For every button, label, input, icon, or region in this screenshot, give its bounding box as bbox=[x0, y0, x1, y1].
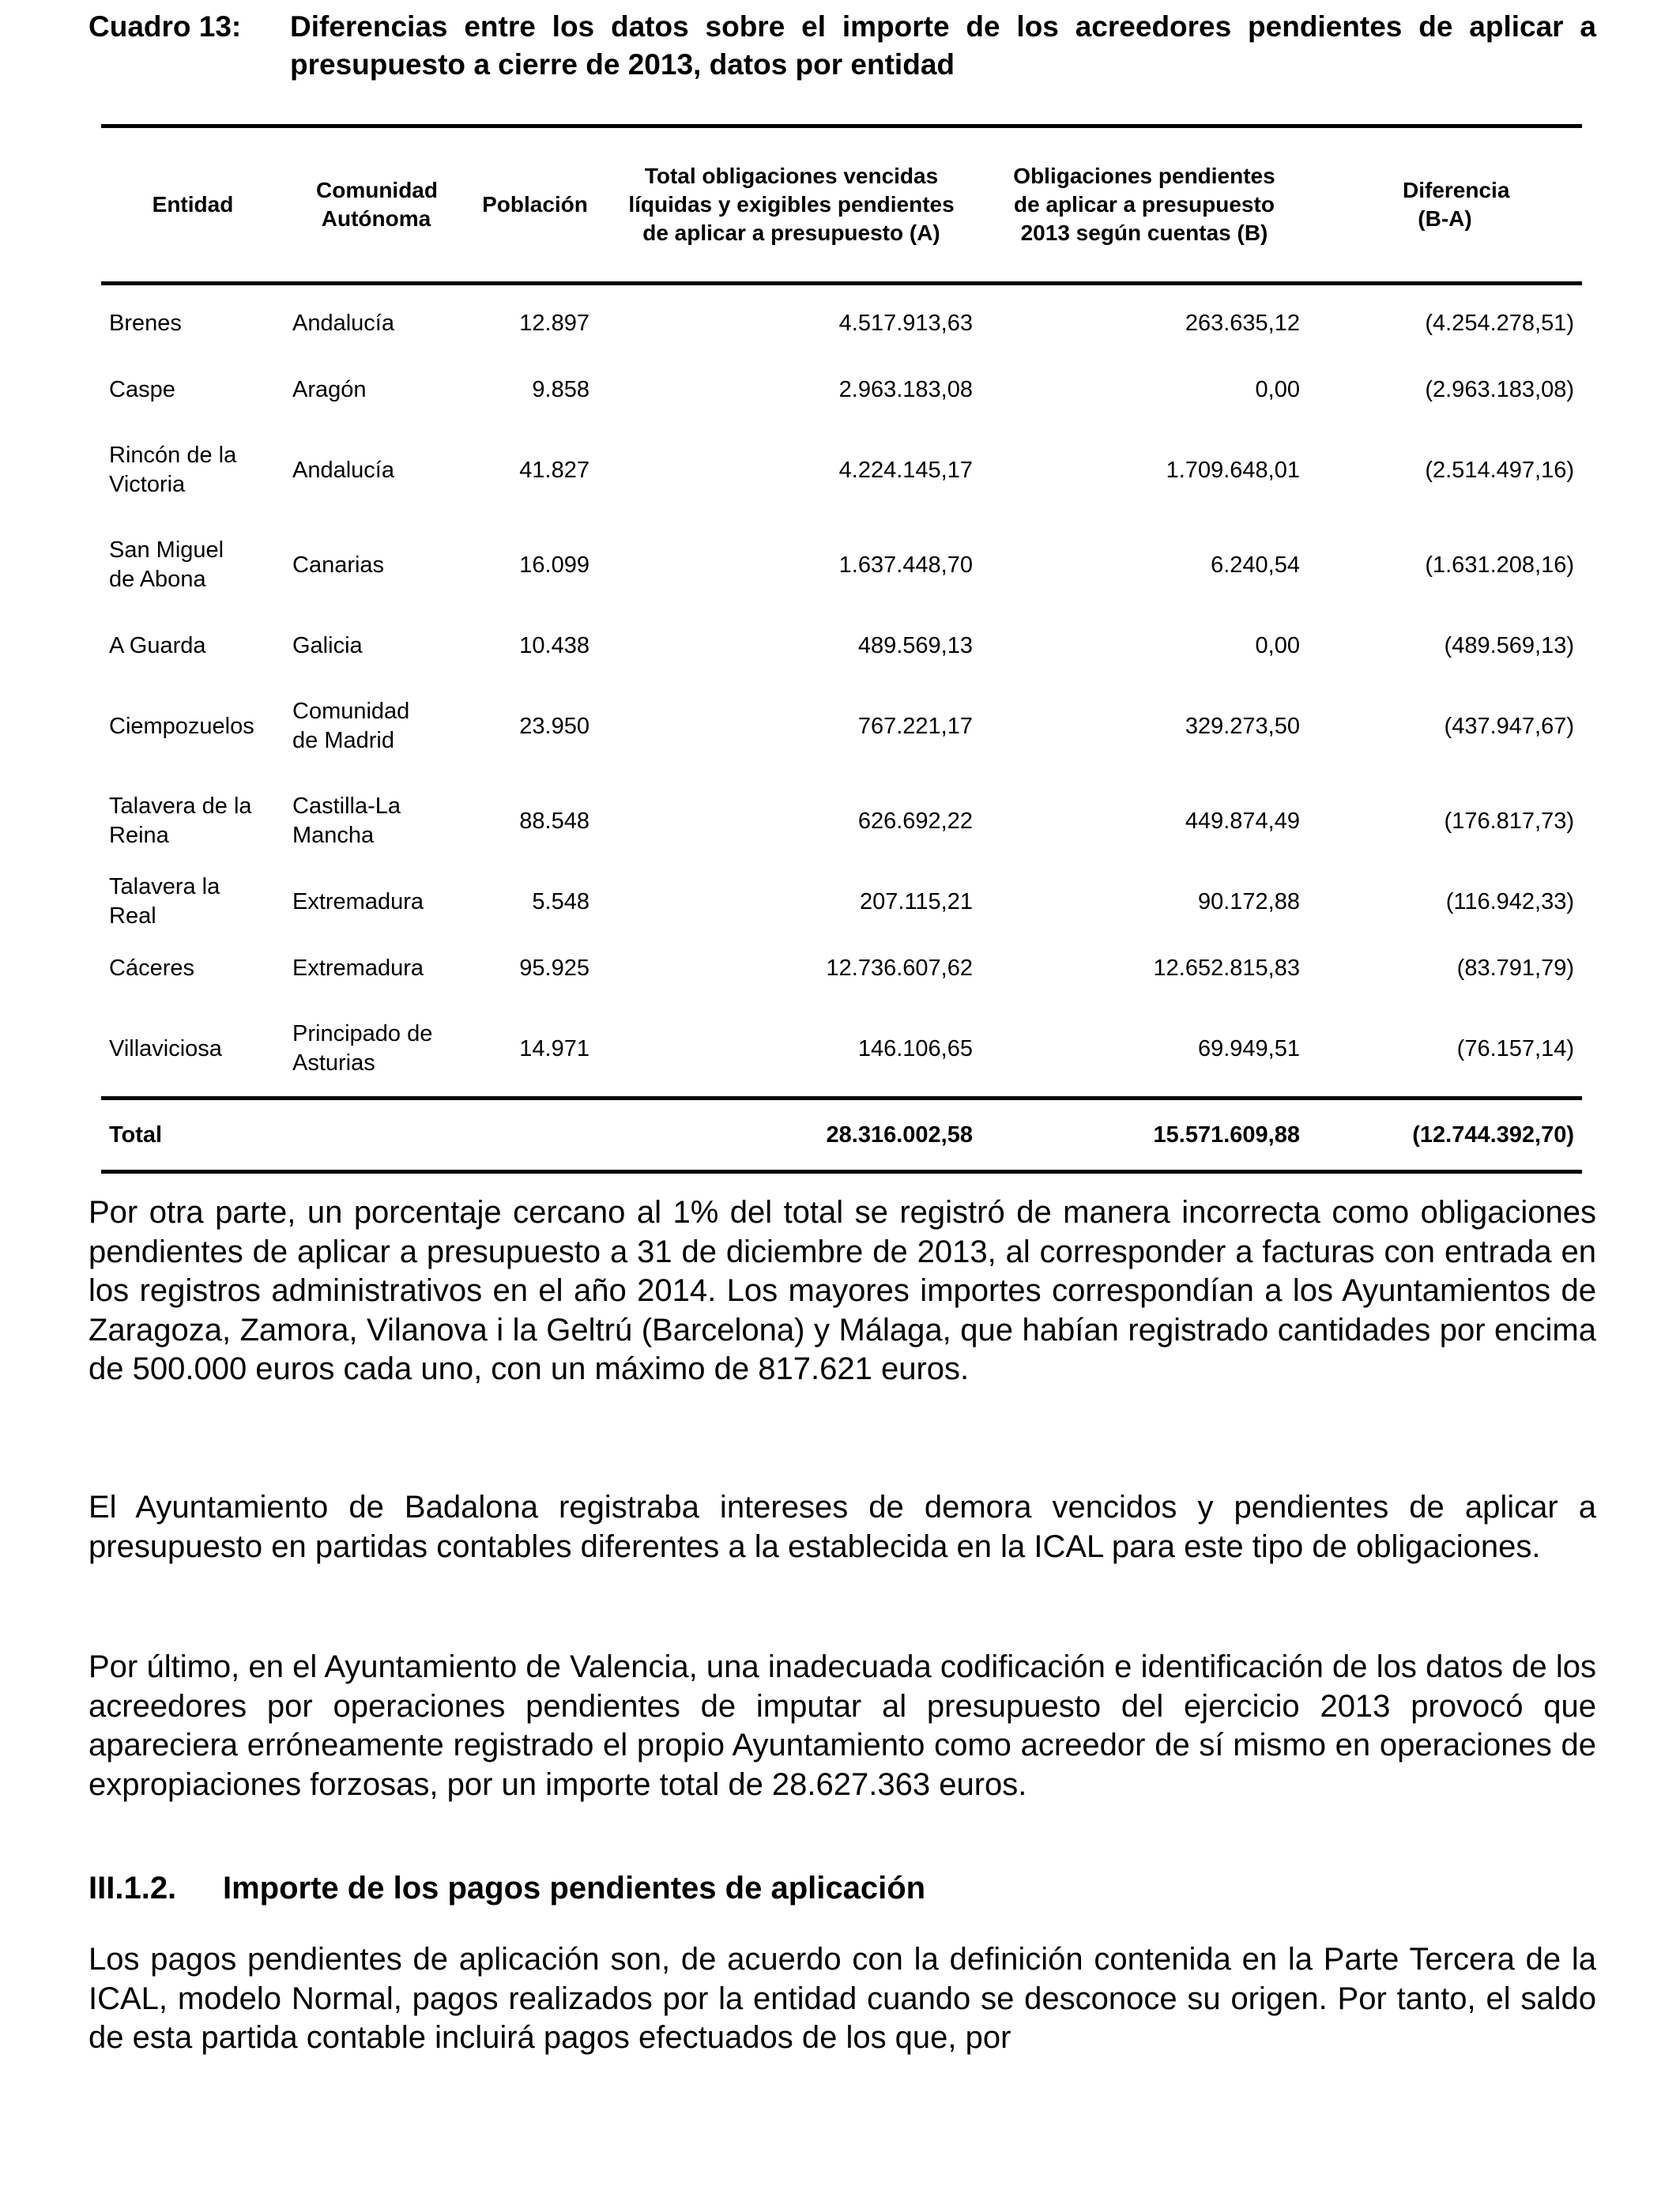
paragraph-3: Por último, en el Ayuntamiento de Valencia, una inadecuada codificación e identificación de los datos de los acreedores por operaciones pendientes de imputar al presupuesto del ejercicio 2013 provocó que apareciera erróneamente registrado el propio Ayuntamiento como acreedor de sí mismo en operaciones de expropiaciones forzosas, por un importe total de 28.627.363 euros. bbox=[89, 1649, 1596, 1802]
header-diferencia bbox=[1308, 126, 1582, 284]
table-row bbox=[101, 1001, 1582, 1099]
table-row bbox=[101, 869, 1582, 935]
cell-total-a: 489.569,13 bbox=[857, 632, 973, 658]
section-title: Importe de los pagos pendientes de aplicación bbox=[223, 1871, 926, 1906]
cell-pendientes-b: 69.949,51 bbox=[1197, 1035, 1300, 1061]
header-total-a: Total obligaciones vencidas líquidas y exigibles pendientes de aplicar a presupuesto (A) bbox=[602, 126, 981, 284]
cell-pendientes-b: 329.273,50 bbox=[1185, 713, 1300, 739]
header-pendientes-b-text: Obligaciones pendientes de aplicar a presupuesto 2013 según cuentas (B) bbox=[1013, 164, 1275, 245]
section-heading bbox=[89, 1868, 1596, 1908]
cell-entidad: Talavera la Real bbox=[109, 874, 220, 929]
cell-pendientes-b: 263.635,12 bbox=[1185, 310, 1300, 336]
table-row bbox=[101, 518, 1582, 613]
cell-pendientes-b: 6.240,54 bbox=[1211, 552, 1300, 578]
total-a: 28.316.002,58 bbox=[602, 1099, 981, 1172]
table-row bbox=[101, 935, 1582, 1001]
cell-diferencia: (489.569,13) bbox=[1444, 632, 1574, 658]
cell-comunidad: Comunidad de Madrid bbox=[292, 699, 410, 753]
header-entidad: Entidad bbox=[101, 126, 284, 284]
cell-total-a: 1.637.448,70 bbox=[838, 552, 973, 578]
total-row bbox=[101, 1099, 1582, 1172]
cell-poblacion: 10.438 bbox=[519, 632, 590, 658]
cell-comunidad: Galicia bbox=[292, 632, 363, 658]
cell-pendientes-b: 90.172,88 bbox=[1197, 888, 1300, 914]
cell-diferencia: (437.947,67) bbox=[1444, 713, 1574, 739]
total-dif: (12.744.392,70) bbox=[1308, 1099, 1582, 1172]
cell-pendientes-b: 1.709.648,01 bbox=[1166, 457, 1300, 483]
cell-comunidad: Andalucía bbox=[292, 457, 394, 483]
header-poblacion: Población bbox=[468, 126, 602, 284]
total-empty-1 bbox=[284, 1099, 468, 1172]
creditors-table bbox=[101, 124, 1582, 1174]
cell-poblacion: 12.897 bbox=[519, 310, 590, 336]
table-row bbox=[101, 284, 1582, 357]
cell-diferencia: (1.631.208,16) bbox=[1425, 552, 1574, 578]
cell-total-a: 626.692,22 bbox=[857, 808, 973, 834]
cell-poblacion: 41.827 bbox=[519, 457, 590, 483]
cell-entidad: Caspe bbox=[109, 376, 175, 402]
total-empty-2 bbox=[468, 1099, 602, 1172]
paragraph-1: Por otra parte, un porcentaje cercano al 1% del total se registró de manera incorrecta como obligaciones pendientes de aplicar a presupuesto a 31 de diciembre de 2013, al corresponder a facturas con entrada en los registros administrativos en el año 2014. Los mayores importes correspondían a los Ayuntamientos de Zaragoza, Zamora, Vilanova i la Geltrú (Barcelona) y Málaga, que habían registrado cantidades por encima de 500.000 euros cada uno, con un máximo de 817.621 euros. bbox=[89, 1195, 1596, 1386]
cell-poblacion: 9.858 bbox=[532, 376, 590, 402]
cell-poblacion: 95.925 bbox=[519, 955, 590, 981]
header-comunidad bbox=[284, 126, 468, 284]
paragraph-2: El Ayuntamiento de Badalona registraba intereses de demora vencidos y pendientes de aplicar a presupuesto en partidas contables diferentes a la establecida en la ICAL para este tipo de obligaciones. bbox=[89, 1490, 1596, 1564]
cell-comunidad: Extremadura bbox=[292, 888, 424, 914]
cell-poblacion: 23.950 bbox=[519, 713, 590, 739]
table-row bbox=[101, 679, 1582, 774]
cell-total-a: 12.736.607,62 bbox=[826, 955, 973, 981]
cell-comunidad: Principado de Asturias bbox=[292, 1021, 433, 1076]
cell-entidad: Rincón de la Victoria bbox=[109, 443, 237, 497]
cell-poblacion: 14.971 bbox=[519, 1035, 590, 1061]
cell-comunidad: Aragón bbox=[292, 376, 367, 402]
cell-comunidad: Castilla-La Mancha bbox=[292, 794, 401, 848]
header-diferencia-text: Diferencia (B-A) bbox=[1403, 178, 1510, 231]
cell-diferencia: (2.514.497,16) bbox=[1425, 457, 1574, 483]
total-label: Total bbox=[101, 1099, 284, 1172]
header-comunidad-text: Comunidad Autónoma bbox=[316, 178, 438, 231]
cell-poblacion: 5.548 bbox=[532, 888, 590, 914]
table-body bbox=[101, 284, 1582, 1172]
cell-total-a: 4.224.145,17 bbox=[838, 457, 973, 483]
cell-total-a: 2.963.183,08 bbox=[838, 376, 973, 402]
table-caption bbox=[89, 8, 1596, 84]
cell-entidad: Cáceres bbox=[109, 955, 194, 981]
cell-poblacion: 16.099 bbox=[519, 552, 590, 578]
total-b: 15.571.609,88 bbox=[981, 1099, 1308, 1172]
cell-entidad: Villaviciosa bbox=[109, 1035, 222, 1061]
cell-diferencia: (176.817,73) bbox=[1444, 808, 1574, 834]
cell-pendientes-b: 0,00 bbox=[1255, 632, 1300, 658]
cell-poblacion: 88.548 bbox=[519, 808, 590, 834]
cell-entidad: San Miguel de Abona bbox=[109, 537, 224, 592]
table-row bbox=[101, 613, 1582, 679]
table-row bbox=[101, 774, 1582, 869]
section-paragraph: Los pagos pendientes de aplicación son, de acuerdo con la definición contenida en la Parte Tercera de la ICAL, modelo Normal, pagos realizados por la entidad cuando se desconoce su origen. Por tanto, el saldo de esta partida contable incluirá pagos efectuados de los que, por bbox=[89, 1942, 1596, 2055]
cell-comunidad: Andalucía bbox=[292, 310, 394, 336]
cell-comunidad: Canarias bbox=[292, 552, 385, 578]
caption-label: Cuadro 13: bbox=[89, 10, 242, 43]
cell-pendientes-b: 449.874,49 bbox=[1185, 808, 1300, 834]
cell-diferencia: (2.963.183,08) bbox=[1425, 376, 1574, 402]
cell-entidad: Talavera de la Reina bbox=[109, 794, 252, 848]
cell-total-a: 767.221,17 bbox=[857, 713, 973, 739]
cell-diferencia: (116.942,33) bbox=[1445, 888, 1574, 914]
cell-entidad: Ciempozuelos bbox=[109, 713, 254, 739]
table-row bbox=[101, 423, 1582, 518]
table-row bbox=[101, 356, 1582, 423]
cell-entidad: Brenes bbox=[109, 310, 182, 336]
cell-diferencia: (76.157,14) bbox=[1456, 1035, 1574, 1061]
caption-text: Diferencias entre los datos sobre el importe de los acreedores pendientes de aplicar a presupuesto a cierre de 2013, datos por entidad bbox=[290, 10, 1596, 81]
cell-total-a: 207.115,21 bbox=[860, 888, 973, 914]
cell-pendientes-b: 0,00 bbox=[1255, 376, 1300, 402]
cell-total-a: 4.517.913,63 bbox=[838, 310, 973, 336]
cell-pendientes-b: 12.652.815,83 bbox=[1153, 955, 1300, 981]
cell-diferencia: (4.254.278,51) bbox=[1425, 310, 1574, 336]
cell-total-a: 146.106,65 bbox=[857, 1035, 973, 1061]
section-number: III.1.2. bbox=[89, 1871, 177, 1906]
cell-comunidad: Extremadura bbox=[292, 955, 424, 981]
table-header-row bbox=[101, 126, 1582, 284]
cell-entidad: A Guarda bbox=[109, 632, 206, 658]
cell-diferencia: (83.791,79) bbox=[1456, 955, 1574, 981]
header-pendientes-b bbox=[981, 126, 1308, 284]
